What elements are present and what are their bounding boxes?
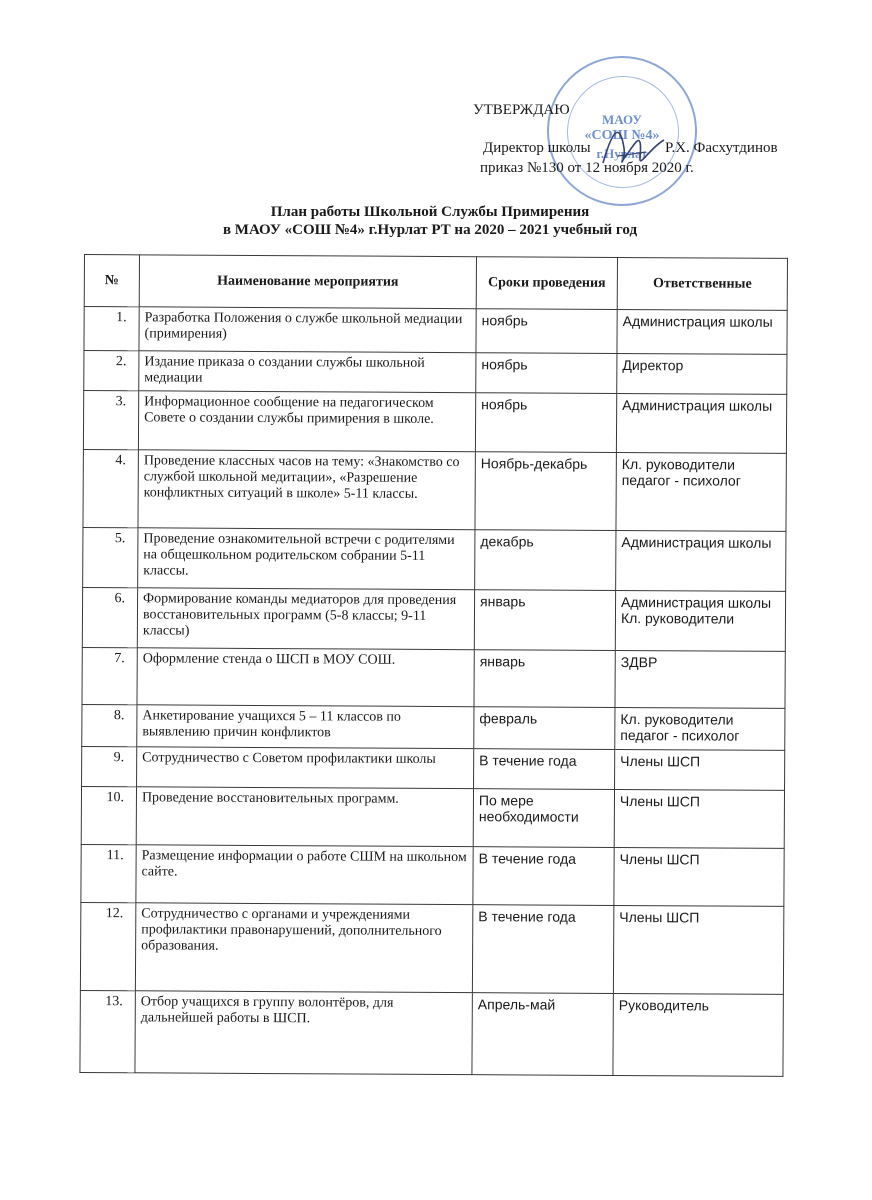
- row-number: 3.: [83, 391, 138, 450]
- approval-title: УТВЕРЖДАЮ: [473, 102, 570, 118]
- row-terms: январь: [474, 590, 615, 651]
- document-title: План работы Школьной Службы Примирения: [270, 204, 590, 220]
- row-responsible: Члены ШСП: [614, 789, 784, 848]
- row-number: 13.: [80, 990, 135, 1072]
- table-header-row: [84, 255, 787, 311]
- row-terms: ноябрь: [476, 309, 617, 354]
- row-terms: Ноябрь-декабрь: [475, 452, 616, 531]
- row-terms: В течение года: [473, 847, 614, 906]
- row-responsible: Члены ШСП: [613, 905, 783, 994]
- row-responsible: Кл. руководители педагог - психолог: [615, 707, 785, 750]
- table-row: [82, 647, 785, 708]
- table-row: [81, 844, 784, 906]
- row-responsible: ЗДВР: [615, 650, 785, 708]
- table-row: [84, 307, 787, 355]
- row-number: 5.: [83, 527, 138, 587]
- row-number: 12.: [80, 902, 135, 990]
- row-number: 7.: [82, 647, 137, 704]
- row-terms: ноябрь: [476, 353, 617, 394]
- order-reference: приказ №130 от 12 ноября 2020 г.: [480, 160, 694, 176]
- table-row: [80, 990, 783, 1076]
- row-responsible: Администрация школы Кл. руководители: [615, 590, 785, 651]
- row-event: Анкетирование учащихся 5 – 11 классов по выявлению причин конфликтов: [137, 705, 474, 749]
- row-terms: декабрь: [475, 530, 616, 591]
- row-event: Размещение информации о работе СШМ на школьном сайте.: [136, 845, 473, 905]
- row-number: 10.: [81, 786, 136, 844]
- row-event: Информационное сообщение на педагогическом Совете о создании службы примирения в школе.: [138, 391, 475, 452]
- row-responsible: Администрация школы: [617, 309, 787, 354]
- table-row: [80, 902, 783, 994]
- row-terms: Апрель-май: [472, 993, 613, 1076]
- header-terms: Сроки проведения: [476, 257, 617, 310]
- row-responsible: Руководитель: [613, 993, 783, 1076]
- row-terms: По мере необходимости: [473, 789, 614, 848]
- stamp-text-line3: г.Нурлат: [596, 146, 648, 161]
- table-row: [83, 449, 786, 531]
- row-event: Издание приказа о создании службы школьной медиации: [139, 351, 476, 393]
- table-row: [84, 351, 787, 395]
- table-row: [82, 746, 785, 790]
- table-row: [82, 587, 785, 651]
- row-responsible: Администрация школы: [616, 530, 786, 591]
- row-terms: ноябрь: [475, 393, 616, 453]
- row-responsible: Члены ШСП: [614, 847, 784, 906]
- table-row: [82, 704, 785, 750]
- row-responsible: Администрация школы: [616, 393, 786, 453]
- row-event: Формирование команды медиаторов для проведения восстановительных программ (5-8 классы; 9-11 классы): [137, 588, 474, 650]
- row-responsible: Кл. руководители педагог - психолог: [616, 452, 786, 531]
- row-event: Разработка Положения о службе школьной медиации (примирения): [139, 307, 476, 353]
- row-number: 4.: [83, 449, 138, 527]
- row-event: Проведение восстановительных программ.: [136, 787, 473, 847]
- row-number: 9.: [82, 746, 137, 786]
- row-event: Отбор учащихся в группу волонтёров, для дальнейшей работы в ШСП.: [135, 991, 472, 1075]
- row-responsible: Члены ШСП: [615, 749, 785, 790]
- row-number: 8.: [82, 704, 137, 746]
- row-number: 6.: [82, 587, 137, 647]
- row-event: Сотрудничество с Советом профилактики школы: [137, 747, 474, 789]
- row-event: Сотрудничество с органами и учреждениями профилактики правонарушений, дополнительного образования.: [135, 903, 472, 993]
- row-terms: январь: [474, 650, 615, 708]
- row-number: 1.: [84, 307, 139, 351]
- row-event: Проведение классных часов на тему: «Знакомство со службой школьной медитации», «Разрешение конфликтных ситуаций в школе» 5-11 классы.: [138, 450, 475, 530]
- row-terms: февраль: [474, 707, 615, 750]
- director-label: Директор школы: [483, 140, 591, 156]
- work-plan-table: [79, 254, 788, 1077]
- stamp-text-line1: МАОУ: [602, 112, 642, 127]
- header-event: Наименование мероприятия: [139, 255, 476, 309]
- table-row: [83, 391, 786, 454]
- row-terms: В течение года: [474, 749, 615, 790]
- stamp-text-line2: «СОШ №4»: [584, 128, 660, 143]
- row-event: Оформление стенда о ШСП в МОУ СОШ.: [137, 648, 474, 707]
- table-row: [81, 786, 784, 848]
- director-name: Р.Х. Фасхутдинов: [665, 140, 778, 156]
- header-number: №: [84, 255, 139, 307]
- row-event: Проведение ознакомительной встречи с родителями на общешкольном родительском собрании 5-11 классы.: [138, 528, 475, 590]
- header-responsible: Ответственные: [617, 257, 787, 310]
- row-number: 11.: [81, 844, 136, 902]
- document-subtitle: в МАОУ «СОШ №4» г.Нурлат РТ на 2020 – 2021 учебный год: [222, 222, 638, 238]
- row-number: 2.: [84, 351, 139, 391]
- row-terms: В течение года: [472, 905, 613, 994]
- row-responsible: Директор: [617, 353, 787, 394]
- table-row: [83, 527, 786, 591]
